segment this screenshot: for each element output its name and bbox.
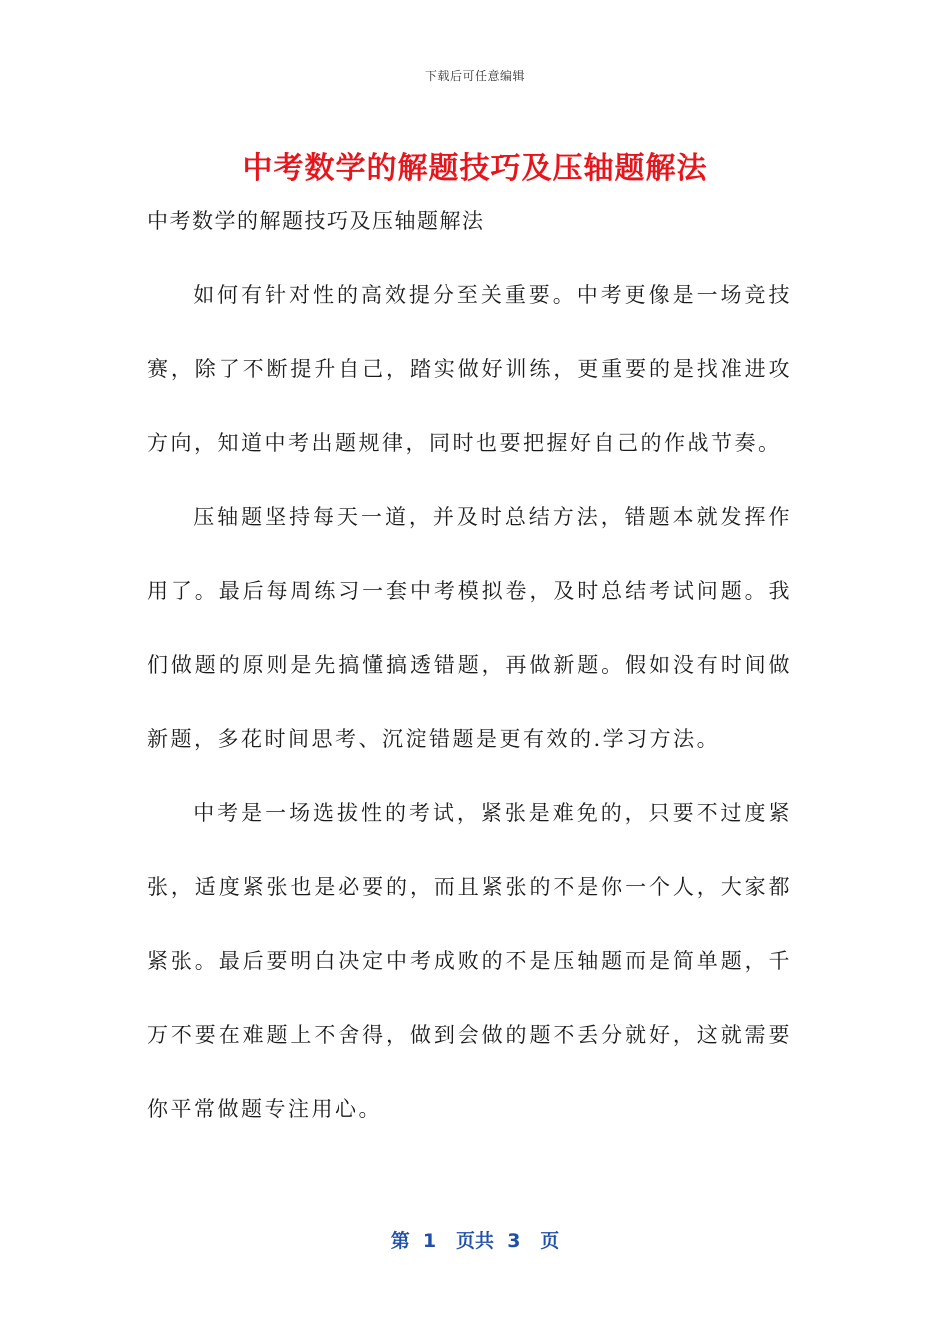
paragraph-3: 中考是一场选拔性的考试，紧张是难免的，只要不过度紧张，适度紧张也是必要的，而且紧张的不是你一个人，大家都紧张。最后要明白决定中考成败的不是压轴题而是简单题，千万不要在难题上不舍得，做到会做的题不丢分就好，这就需要你平常做题专注用心。 bbox=[147, 801, 792, 1121]
header-note: 下载后可任意编辑 bbox=[424, 69, 525, 83]
document-title: 中考数学的解题技巧及压轴题解法 bbox=[242, 151, 708, 186]
paragraph-1: 如何有针对性的高效提分至关重要。中考更像是一场竞技赛，除了不断提升自己，踏实做好训练，更重要的是找准进攻方向，知道中考出题规律，同时也要把握好自己的作战节奏。 bbox=[147, 283, 792, 455]
paragraph-2: 压轴题坚持每天一道，并及时总结方法，错题本就发挥作用了。最后每周练习一套中考模拟卷，及时总结考试问题。我们做题的原则是先搞懂搞透错题，再做新题。假如没有时间做新题，多花时间思考、沉淀错题是更有效的.学习方法。 bbox=[147, 505, 792, 751]
document-subtitle: 中考数学的解题技巧及压轴题解法 bbox=[147, 209, 485, 233]
page-footer: 第 1 页共 3 页 bbox=[390, 1230, 560, 1252]
